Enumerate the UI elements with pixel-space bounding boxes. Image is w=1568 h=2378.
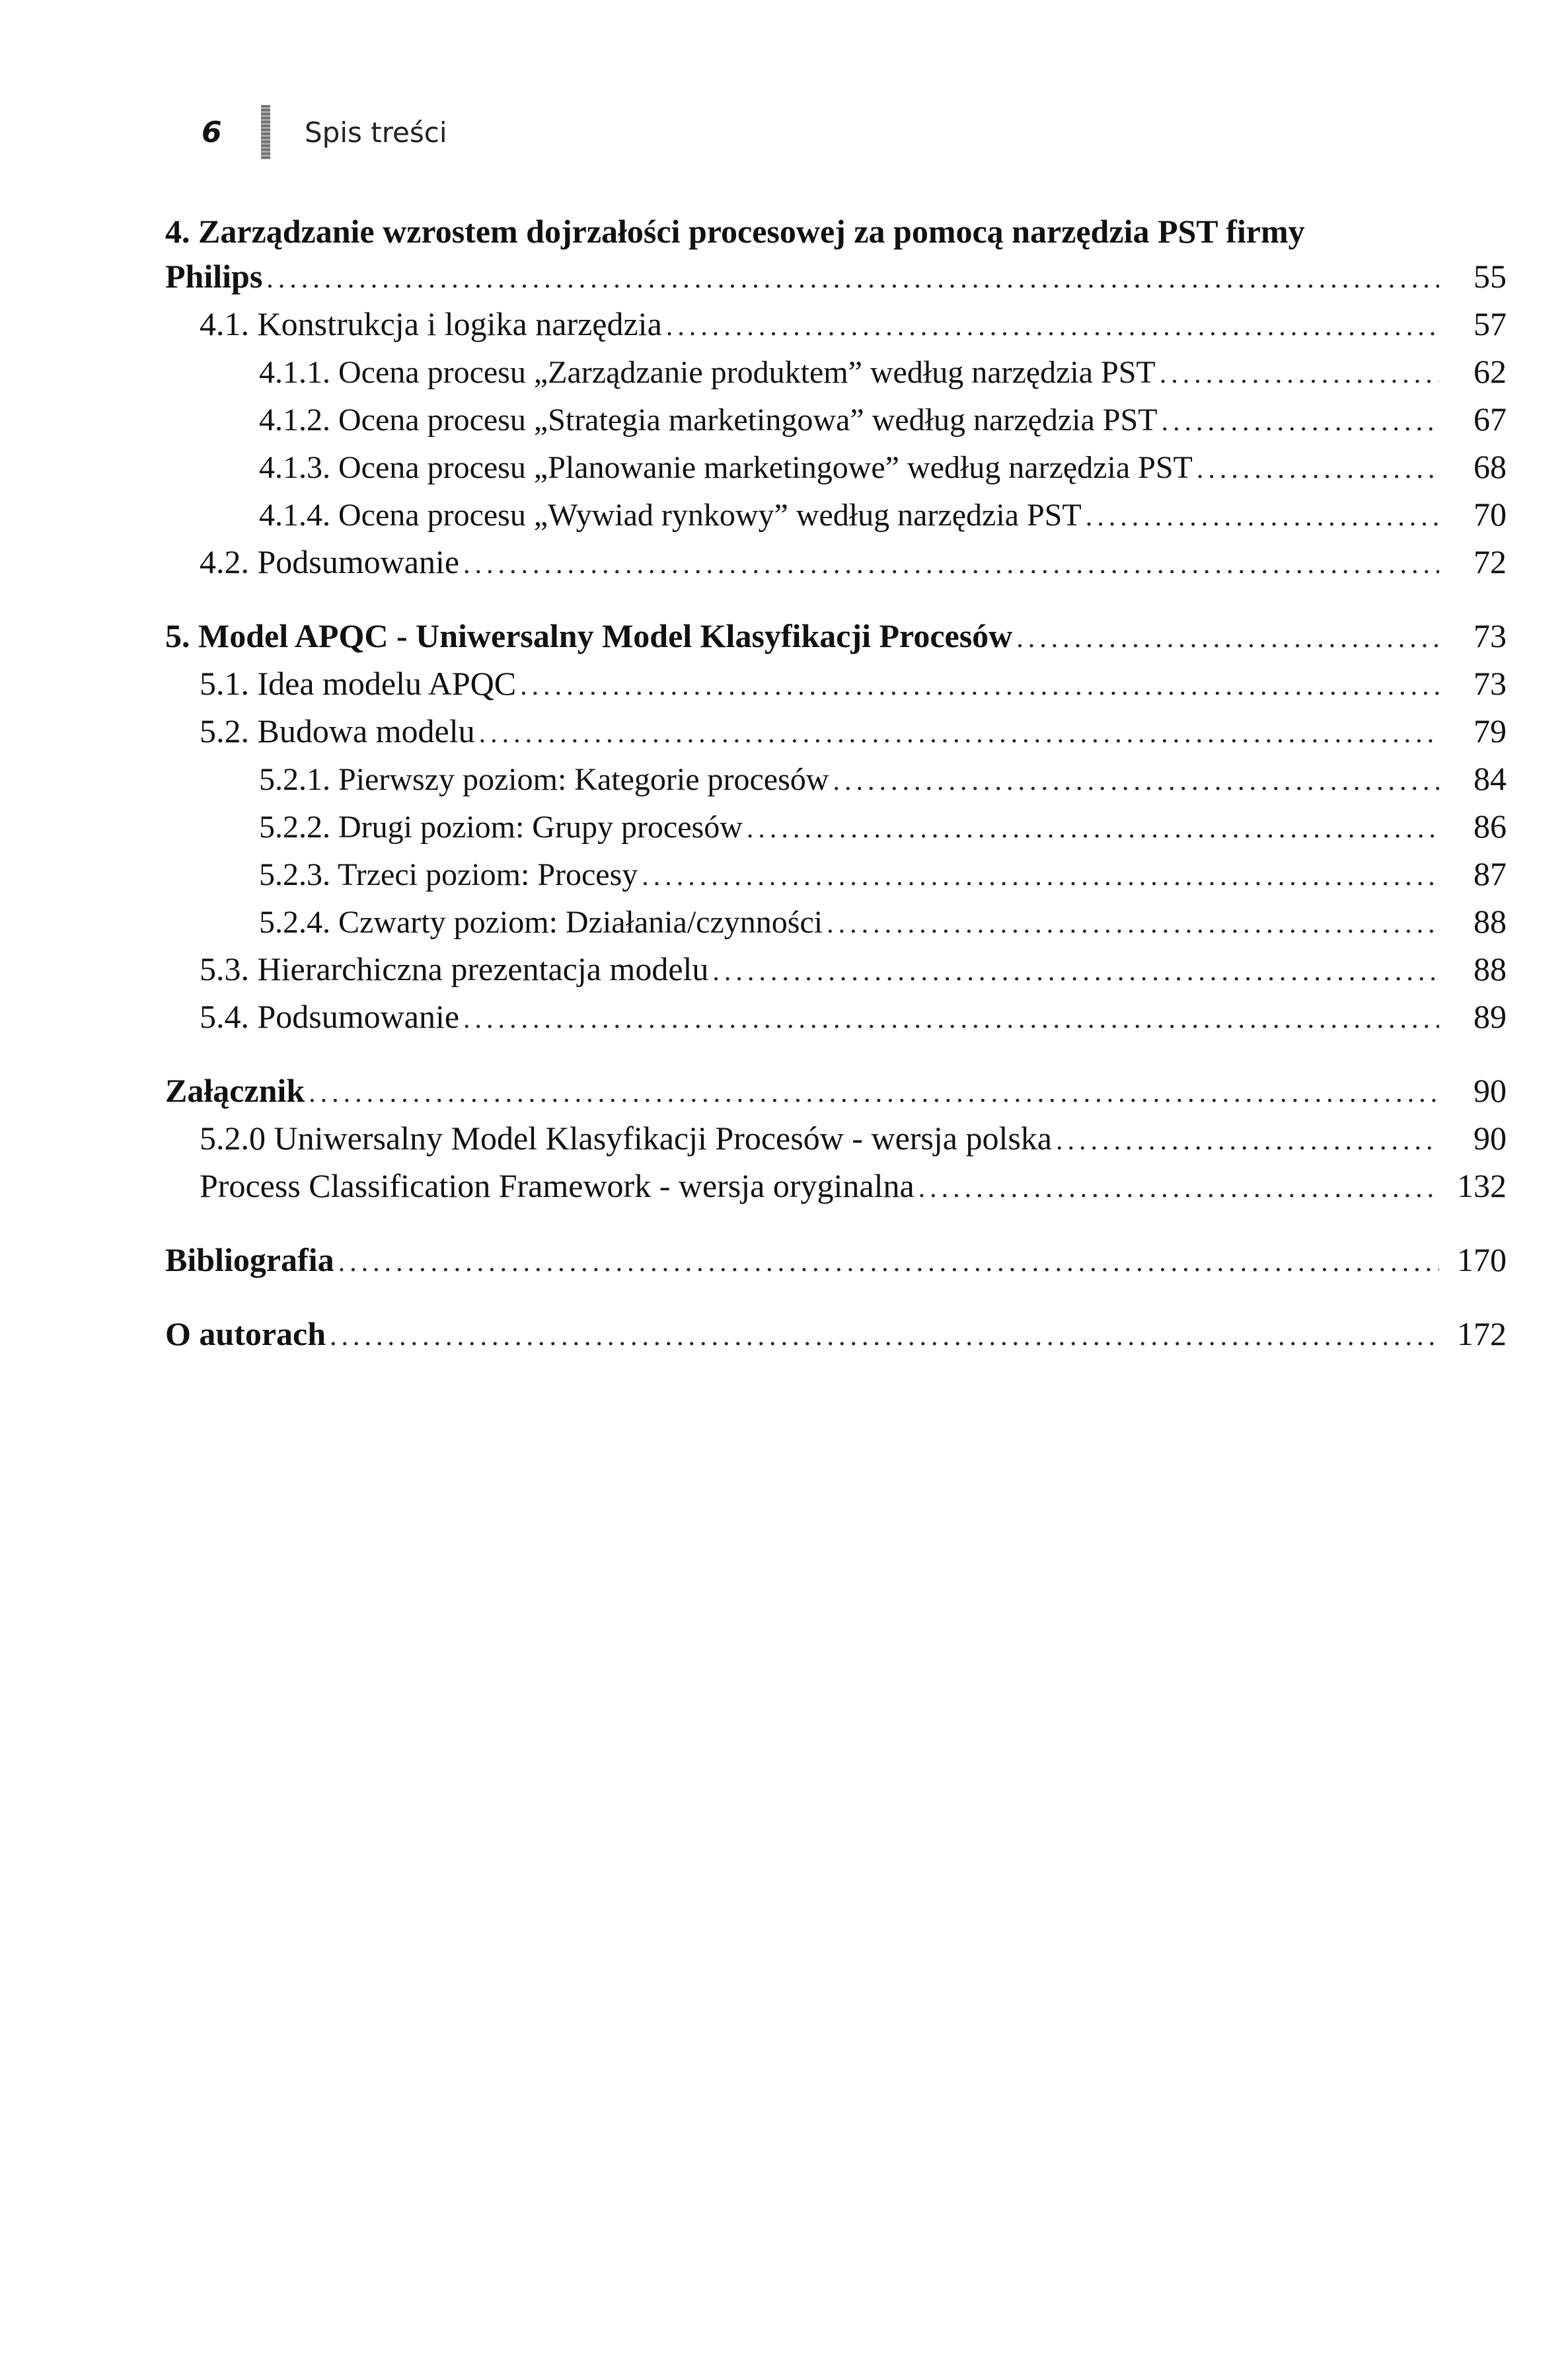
toc-entry-title: 5.4. Podsumowanie bbox=[200, 998, 460, 1035]
toc-page-number: 55 bbox=[1474, 258, 1507, 295]
toc-entry-title: 5.2. Budowa modelu bbox=[200, 712, 475, 749]
dot-leader bbox=[712, 949, 1439, 994]
table-of-contents bbox=[165, 209, 1507, 1359]
toc-page-number: 62 bbox=[1474, 353, 1507, 390]
dot-leader bbox=[666, 304, 1439, 349]
toc-page-number: 73 bbox=[1474, 665, 1507, 702]
toc-page-number: 90 bbox=[1474, 1072, 1507, 1109]
toc-page-number: 132 bbox=[1457, 1167, 1507, 1204]
toc-page-number: 87 bbox=[1474, 855, 1507, 892]
page-number: 6 bbox=[202, 115, 222, 149]
toc-entry[interactable] bbox=[200, 539, 1507, 587]
toc-entry-title: 4.1.3. Ocena procesu „Planowanie marketingowe” według narzędzia PST bbox=[259, 450, 1193, 485]
dot-leader bbox=[833, 759, 1439, 804]
toc-entry-title: O autorach bbox=[165, 1315, 326, 1352]
toc-entry-title: 4.1.1. Ocena procesu „Zarządzanie produktem” według narzędzia PST bbox=[259, 355, 1156, 390]
toc-entry-title: 5.2.0 Uniwersalny Model Klasyfikacji Procesów - wersja polska bbox=[200, 1120, 1052, 1157]
toc-entry[interactable] bbox=[259, 899, 1507, 946]
dot-leader bbox=[827, 901, 1439, 946]
toc-page-number: 72 bbox=[1474, 543, 1507, 580]
toc-chapter-5[interactable] bbox=[165, 613, 1507, 661]
toc-page-number: 88 bbox=[1474, 903, 1507, 940]
toc-entry[interactable] bbox=[200, 1116, 1507, 1163]
toc-entry-title: 4.1.4. Ocena procesu „Wywiad rynkowy” według narzędzia PST bbox=[259, 498, 1082, 533]
toc-appendix[interactable] bbox=[165, 1068, 1507, 1116]
toc-entry-title: 5.2.3. Trzeci poziom: Procesy bbox=[259, 857, 638, 892]
toc-page-number: 73 bbox=[1474, 617, 1507, 654]
section-gap bbox=[165, 587, 1507, 613]
section-gap bbox=[165, 1042, 1507, 1068]
toc-entry[interactable] bbox=[200, 994, 1507, 1042]
toc-page-number: 88 bbox=[1474, 950, 1507, 987]
toc-entry[interactable] bbox=[259, 804, 1507, 851]
toc-entry[interactable] bbox=[259, 349, 1507, 397]
dot-leader bbox=[918, 1166, 1439, 1211]
toc-entry[interactable] bbox=[200, 301, 1507, 349]
toc-entry-title: 5.3. Hierarchiczna prezentacja modelu bbox=[200, 950, 709, 987]
toc-page-number: 68 bbox=[1474, 448, 1507, 485]
toc-page-number: 90 bbox=[1474, 1120, 1507, 1157]
dot-leader bbox=[330, 1314, 1439, 1359]
toc-page-number: 172 bbox=[1457, 1315, 1507, 1352]
toc-entry[interactable] bbox=[200, 709, 1507, 756]
running-header bbox=[202, 99, 447, 165]
section-gap bbox=[165, 1211, 1507, 1237]
toc-entry-title: 5.2.4. Czwarty poziom: Działania/czynności bbox=[259, 905, 823, 940]
dot-leader bbox=[747, 806, 1439, 851]
toc-chapter-4-line1: 4. Zarządzanie wzrostem dojrzałości procesowej za pomocą narzędzia PST firmy bbox=[165, 213, 1305, 250]
toc-entry[interactable] bbox=[200, 1163, 1507, 1211]
toc-entry-title: 5.2.2. Drugi poziom: Grupy procesów bbox=[259, 810, 743, 845]
toc-page-number: 170 bbox=[1457, 1241, 1507, 1278]
toc-entry-title: 4.2. Podsumowanie bbox=[200, 543, 460, 580]
header-divider bbox=[261, 105, 270, 159]
toc-entry[interactable] bbox=[259, 851, 1507, 899]
dot-leader bbox=[1162, 399, 1440, 444]
dot-leader bbox=[1056, 1118, 1439, 1163]
dot-leader bbox=[463, 542, 1439, 587]
toc-entry-title: 5.2.1. Pierwszy poziom: Kategorie procesów bbox=[259, 762, 829, 797]
dot-leader bbox=[1086, 494, 1439, 539]
toc-entry[interactable] bbox=[200, 661, 1507, 709]
toc-authors[interactable] bbox=[165, 1311, 1507, 1359]
toc-entry[interactable] bbox=[200, 946, 1507, 994]
toc-entry-title: Philips bbox=[165, 258, 263, 295]
toc-entry-title: Załącznik bbox=[165, 1072, 305, 1109]
dot-leader bbox=[1197, 447, 1439, 492]
toc-entry-title: 5. Model APQC - Uniwersalny Model Klasyfikacji Procesów bbox=[165, 617, 1013, 654]
dot-leader bbox=[1016, 616, 1439, 661]
toc-page-number: 84 bbox=[1474, 760, 1507, 797]
toc-page-number: 70 bbox=[1474, 496, 1507, 533]
toc-entry-title: 4.1. Konstrukcja i logika narzędzia bbox=[200, 305, 662, 342]
toc-bibliography[interactable] bbox=[165, 1237, 1507, 1285]
dot-leader bbox=[463, 997, 1439, 1042]
toc-entry[interactable] bbox=[259, 444, 1507, 492]
dot-leader bbox=[309, 1071, 1439, 1116]
dot-leader bbox=[520, 664, 1439, 709]
running-title: Spis treści bbox=[305, 116, 447, 149]
toc-entry-title: 4.1.2. Ocena procesu „Strategia marketingowa” według narzędzia PST bbox=[259, 403, 1158, 438]
toc-page-number: 79 bbox=[1474, 712, 1507, 749]
toc-entry[interactable] bbox=[259, 397, 1507, 444]
toc-entry-title: Process Classification Framework - wersja oryginalna bbox=[200, 1167, 915, 1204]
dot-leader bbox=[338, 1240, 1439, 1285]
toc-chapter-4[interactable] bbox=[165, 254, 1507, 301]
toc-entry[interactable] bbox=[259, 756, 1507, 804]
toc-page-number: 89 bbox=[1474, 998, 1507, 1035]
toc-page-number: 57 bbox=[1474, 305, 1507, 342]
toc-page-number: 67 bbox=[1474, 401, 1507, 438]
toc-page-number: 86 bbox=[1474, 808, 1507, 845]
toc-entry-title: Bibliografia bbox=[165, 1241, 334, 1278]
dot-leader bbox=[1160, 352, 1439, 397]
toc-entry-title: 5.1. Idea modelu APQC bbox=[200, 665, 517, 702]
toc-entry[interactable] bbox=[259, 492, 1507, 539]
dot-leader bbox=[642, 854, 1439, 899]
dot-leader bbox=[479, 711, 1439, 756]
section-gap bbox=[165, 1285, 1507, 1311]
dot-leader bbox=[266, 256, 1439, 301]
